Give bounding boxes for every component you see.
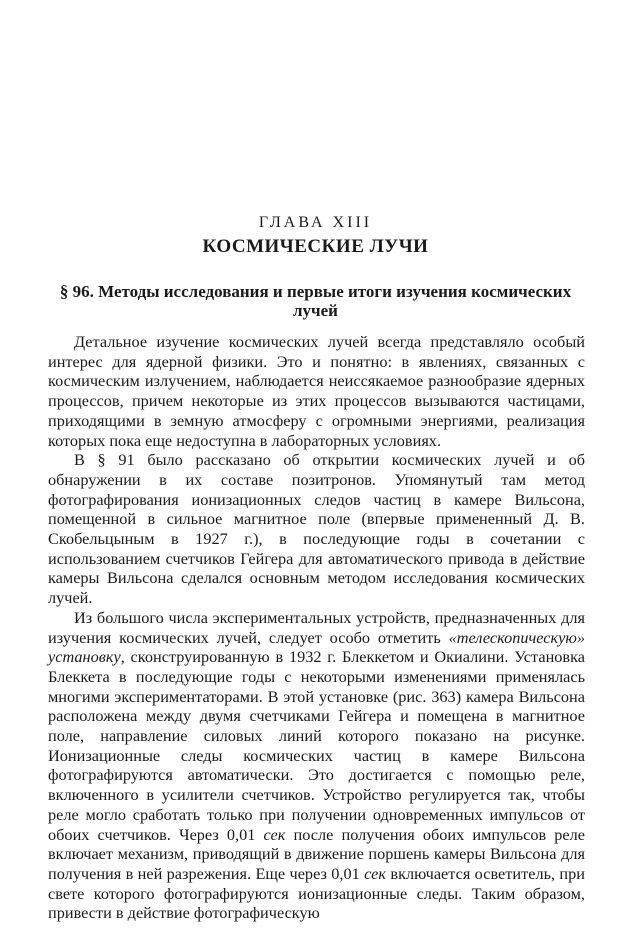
chapter-label: ГЛАВА XIII xyxy=(258,214,373,231)
chapter-title: КОСМИЧЕСКИЕ ЛУЧИ xyxy=(202,236,429,257)
paragraph-3-part-3: после получения обоих импульсов реле включает механизм, приводящий в движение поршень камеры Вильсона для получения в ней разрежения. Еще через 0,01 xyxy=(48,824,586,883)
section-title: § 96. Методы исследования и первые итоги изучения космических лучей xyxy=(59,282,572,320)
paragraph-1: Детальное изучение космических лучей всегда представляло особый интерес для ядерной физики. Это и понятно: в явлениях, связанных с космическим излучением, наблюдается неиссякаемое разнообразие ядерных процессов, причем некоторые из этих процессов вызываются частицами, приходящими в земную атмосферу с огромными энергиями, реализация которых пока еще недоступна в лабораторных условиях. xyxy=(48,332,585,450)
paragraph-3-part-1: Из большого числа экспериментальных устройств, предназначенных для изучения космических лучей, следует особо отметить xyxy=(48,607,585,647)
unit-seconds-2: сек xyxy=(364,863,387,883)
paragraph-2: В § 91 было рассказано об открытии космических лучей и об обнаружении в их составе позитронов. Упомянутый там метод фотографирования ионизационных следов частиц в камере Вильсона, помещенной в сильное магнитное поле (впервые примененный Д. В. Скобельцыным в 1927 г.), в последующие годы в сочетании с использованием счетчиков Гейгера для автоматического привода в действие камеры Вильсона сделался основным методом исследования космических лучей. xyxy=(48,450,585,608)
telescope-setup-term: «телескопическую» установку xyxy=(48,627,585,667)
paragraph-3 xyxy=(48,608,585,923)
paragraph-3-part-4: включается осветитель, при свете которого фотографируются ионизационные следы. Таким образом, привести в действие фотографическую xyxy=(48,863,585,923)
unit-seconds-1: сек xyxy=(263,824,286,844)
body-text xyxy=(48,332,585,923)
paragraph-3-part-2: , сконструированную в 1932 г. Блеккетом и Окиалини. Установка Блеккета в последующие годы с некоторыми изменениями применялась многими экспериментаторами. В этой установке (рис. 363) камера Вильсона расположена между двумя счетчиками Гейгера и помещена в магнитное поле, направление силовых линий которого показано на рисунке. Ионизационные следы космических частиц в камере Вильсона фотографируются автоматически. Это достигается с помощью реле, включенного в усилители счетчиков. Устройство регулируется так, чтобы реле могло сработать только при получении одновременных импульсов от обоих счетчиков. Через 0,01 xyxy=(48,647,585,844)
